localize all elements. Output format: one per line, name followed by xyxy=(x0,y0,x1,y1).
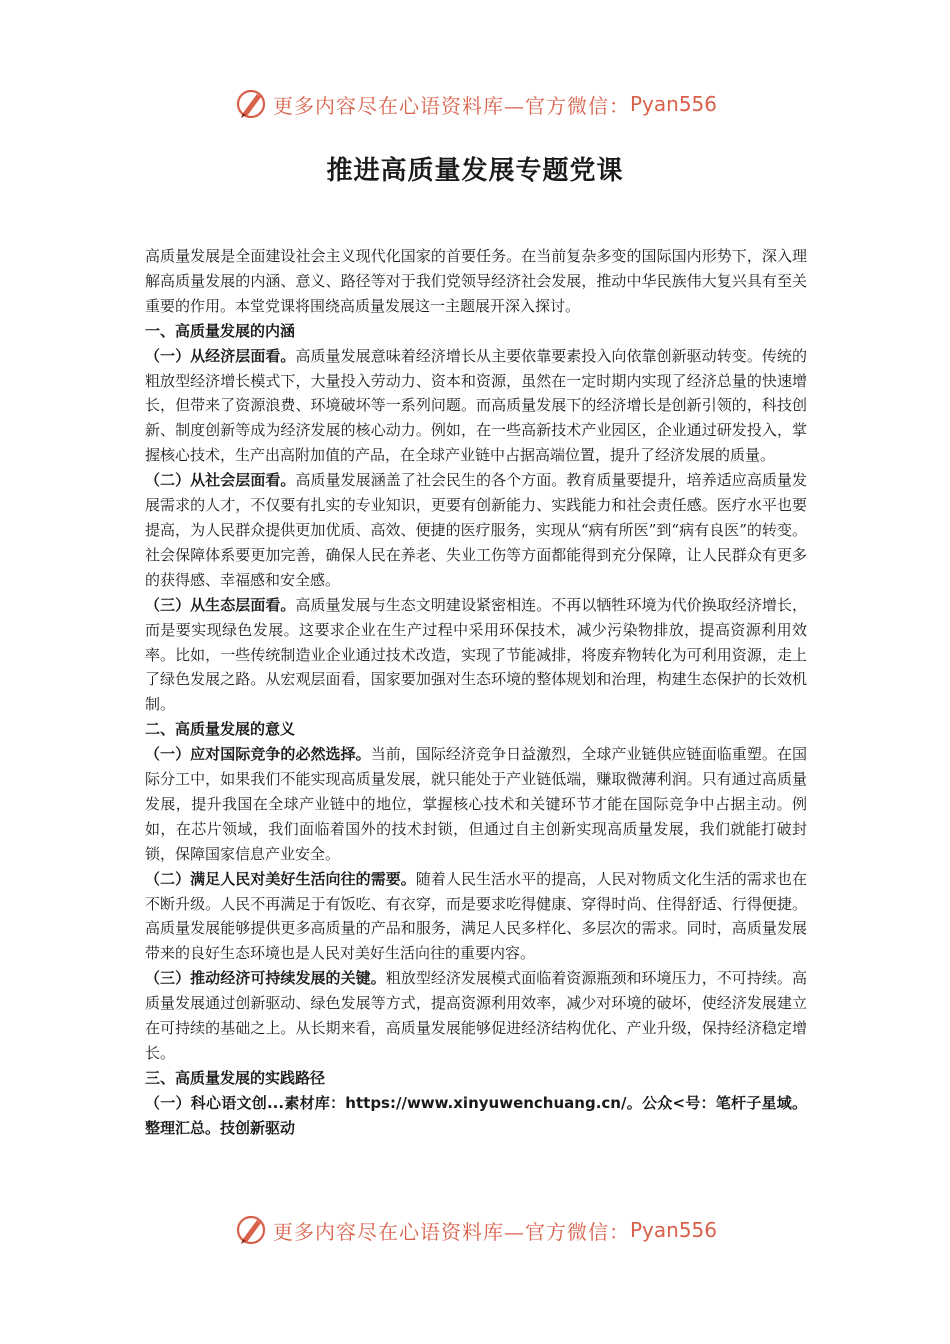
paragraph-lead: （一）科心语文创...素材库：https://www.xinyuwenchuang.cn/。公众<号：笔杆子星域。整理汇总。技创新驱动 xyxy=(145,1093,807,1137)
paragraph-lead: （二）满足人民对美好生活向往的需要。 xyxy=(145,869,416,888)
watermark-text: 更多内容尽在心语资料库—官方微信： xyxy=(272,1219,630,1244)
paragraph-text: 高质量发展涵盖了社会民生的各个方面。教育质量要提升，培养适应高质量发展需求的人才，不仅要有扎实的专业知识，更要有创新能力、实践能力和社会责任感。医疗水平也要提高，为人民群众提供更加优质、高效、便捷的医疗服务，实现从“病有所医”到“病有良医”的转变。社会保障体系要更加完善，确保人民在养老、失业工伤等方面都能得到充分保障，让人民群众有更多的获得感、幸福感和安全感。 xyxy=(145,471,807,589)
paragraph xyxy=(145,468,807,593)
paragraph-text: 随着人民生活水平的提高，人民对物质文化生活的需求也在不断升级。人民不再满足于有饭吃、有衣穿，而是要求吃得健康、穿得时尚、住得舒适、行得便捷。高质量发展能够提供更多高质量的产品和服务，满足人民多样化、多层次的需求。同时，高质量发展带来的良好生态环境也是人民对美好生活向往的重要内容。 xyxy=(145,869,807,963)
watermark-id: Pyan556 xyxy=(629,1218,717,1242)
paragraph xyxy=(145,742,807,867)
section-heading: 二、高质量发展的意义 xyxy=(145,720,296,739)
page-title: 推进高质量发展专题党课 xyxy=(326,156,624,186)
paragraph-lead: （三）推动经济可持续发展的关键。 xyxy=(145,969,386,988)
paragraph xyxy=(145,867,807,967)
section-heading: 一、高质量发展的内涵 xyxy=(145,321,296,340)
paragraph-lead: （一）从经济层面看。 xyxy=(145,346,296,365)
watermark-banner-bottom xyxy=(0,1210,950,1250)
intro-paragraph: 高质量发展是全面建设社会主义现代化国家的首要任务。在当前复杂多变的国际国内形势下，深入理解高质量发展的内涵、意义、路径等对于我们党领导经济社会发展，推动中华民族伟大复兴具有至关重要的作用。本堂党课将围绕高质量发展这一主题展开深入探讨。 xyxy=(145,247,807,315)
pen-logo-icon xyxy=(233,86,269,122)
pen-logo-icon xyxy=(233,1212,269,1248)
document-body xyxy=(145,244,807,1141)
paragraph-text: 高质量发展意味着经济增长从主要依靠要素投入向依靠创新驱动转变。传统的粗放型经济增长模式下，大量投入劳动力、资本和资源，虽然在一定时期内实现了经济总量的快速增长，但带来了资源浪费、环境破坏等一系列问题。而高质量发展下的经济增长是创新引领的，科技创新、制度创新等成为经济发展的核心动力。例如，在一些高新技术产业园区，企业通过研发投入，掌握核心技术，生产出高附加值的产品，在全球产业链中占据高端位置，提升了经济发展的质量。 xyxy=(145,346,807,465)
paragraph xyxy=(145,344,807,469)
paragraph xyxy=(145,966,807,1066)
paragraph-text: 当前，国际经济竞争日益激烈，全球产业链供应链面临重塑。在国际分工中，如果我们不能实现高质量发展，就只能处于产业链低端，赚取微薄利润。只有通过高质量发展，提升我国在全球产业链中的地位，掌握核心技术和关键环节才能在国际竞争中占据主动。例如，在芯片领域，我们面临着国外的技术封锁，但通过自主创新实现高质量发展，我们就能打破封锁，保障国家信息产业安全。 xyxy=(145,745,807,863)
paragraph xyxy=(145,1091,807,1141)
section-heading: 三、高质量发展的实践路径 xyxy=(145,1068,326,1087)
paragraph-lead: （三）从生态层面看。 xyxy=(145,595,296,614)
paragraph-lead: （二）从社会层面看。 xyxy=(145,471,296,490)
watermark-text: 更多内容尽在心语资料库—官方微信： xyxy=(272,93,630,118)
watermark-id: Pyan556 xyxy=(629,92,717,116)
paragraph xyxy=(145,593,807,718)
paragraph-lead: （一）应对国际竞争的必然选择。 xyxy=(145,745,371,764)
paragraph-text: 高质量发展与生态文明建设紧密相连。不再以牺牲环境为代价换取经济增长，而是要实现绿色发展。这要求企业在生产过程中采用环保技术，减少污染物排放，提高资源利用效率。比如，一些传统制造业企业通过技术改造，实现了节能减排，将废弃物转化为可利用资源，走上了绿色发展之路。从宏观层面看，国家要加强对生态环境的整体规划和治理，构建生态保护的长效机制。 xyxy=(145,595,807,714)
watermark-banner-top xyxy=(0,84,950,124)
paragraph-text: 粗放型经济发展模式面临着资源瓶颈和环境压力，不可持续。高质量发展通过创新驱动、绿色发展等方式，提高资源利用效率，减少对环境的破坏，使经济发展建立在可持续的基础之上。从长期来看，高质量发展能够促进经济结构优化、产业升级，保持经济稳定增长。 xyxy=(145,969,807,1062)
